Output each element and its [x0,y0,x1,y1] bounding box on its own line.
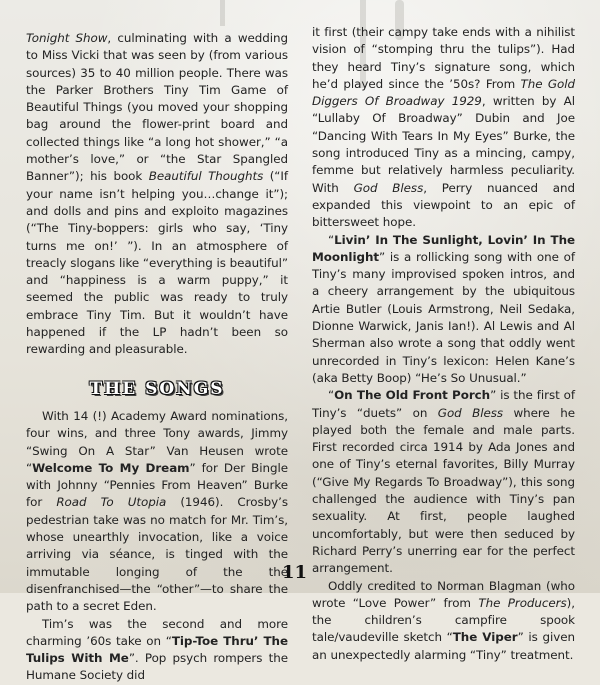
song-title: The Viper [452,630,518,645]
text-run: Oddly credited to Norman Blagman (who wrote “Love Power” from [312,578,575,610]
text-run: it first (their campy take ends with a nihilist vision of “stomping thru the tulips”). Had they heard Tiny’s signature song, which he’d played since the ’50s? From [312,25,575,91]
right-paragraph-4 [312,578,575,664]
text-run: ), the children’s campfire spook tale/vaudeville sketch “ [312,595,575,645]
text-run: ” is given an unexpectedly alarming “Tiny” treatment. [312,630,575,662]
left-column [26,30,288,685]
work-title: The Gold Diggers Of Broadway 1929 [312,76,575,109]
text-run: (1946). Crosby’s pedestrian take was no match for Mr. Tim’s, whose unearthly invocation, like a voice arriving via séance, is tinged with the immutable longing of the the disenfranchised—the “other”—to share the path to a secret Eden. [26,495,288,614]
work-title: Road To Utopia [56,495,167,510]
right-column [312,24,575,664]
right-paragraph-2 [312,232,575,388]
text-run: , written by Al “Lullaby Of Broadway” Dubin and Joe “Dancing With Tears In My Eyes” Burke, the song introduced Tiny as a mincing, campy, femme but relatively harmless peculiarity. With [312,94,575,195]
section-heading-the-songs: THE SONGS [89,378,225,399]
work-title: God Bless [353,180,424,195]
text-run: ”. Pop psych rompers the Humane Society did [26,651,288,683]
song-title: Tip-Toe Thru’ The Tulips With Me [26,633,288,666]
text-run: “ [328,232,335,247]
text-run: where he played both the female and male parts. First recorded circa 1914 by Ada Jones and one of Tiny’s eternal favorites, Billy Murray (“Give My Regards To Broadway”), this song challenged the audience with Tiny’s pan sexuality. At first, people laughed uncomfortably, but were then seduced by Richard Perry’s unerring ear for the perfect arrangement. [312,405,575,576]
right-paragraph-1 [312,24,575,232]
work-title: The Producers [478,595,567,610]
work-title: Tonight Show [26,31,108,45]
text-run: , culminating with a wedding to Miss Vicki that was seen by (from various sources) 35 to 40 million people. There was the Parker Brothers Tiny Tim Game of Beautiful Things (you moved your shopping bag around the flower-print board and collected things like “a long hot shower,” “a mother’s love,” or “the Star Spangled Banner”); his book [26,31,288,184]
text-run: (“If your name isn’t helping you…change it”); and dolls and pins and exploito magazines (“The Tiny-boppers: girls who say, ‘Tiny turns me on!’ ”). In an atmosphere of treacly slogans like “everything is beautiful” and “happiness is a warm puppy,” it seemed the public was ready to truly embrace Tiny Tim. But it wouldn’t have happened if the LP hadn’t been so rewarding and pleasurable. [26,169,289,357]
song-title: On The Old Front Porch [334,388,491,403]
text-run: “ [328,388,335,403]
left-paragraph-3 [26,616,288,685]
background-mic-stand [220,0,225,26]
work-title: God Bless [437,405,504,420]
text-run: With 14 (!) Academy Award nominations, four wins, and three Tony awards, Jimmy “Swing On A Star” Van Heusen wrote “ [26,408,288,475]
text-run: ” for Der Bingle with Johnny “Pennies From Heaven” Burke for [26,460,289,510]
page-number: 11 [282,562,308,583]
left-paragraph-2 [26,408,288,616]
right-paragraph-3 [312,387,575,577]
work-title: Beautiful Thoughts [148,169,264,184]
song-title: Welcome To My Dream [32,460,190,475]
text-run: , Perry nuanced and expanded this viewpoint to an epic of bittersweet hope. [312,180,575,230]
text-run: Tim’s was the second and more charming ’60s take on “ [26,616,288,648]
text-run: ” is a rollicking song with one of Tiny’s many improvised spoken intros, and a cheery arrangement by the ubiquitous Artie Butler (Louis Armstrong, Neil Sedaka, Dionne Warwick, Janis Ian!). Al Lewis and Al Sherman also wrote a song that oddly went unrecorded in Tiny’s lexicon: Helen Kane’s (aka Betty Boop) “He’s So Unusual.” [312,249,575,385]
song-title: Livin’ In The Sunlight, Lovin’ In The Moonlight [312,232,575,264]
text-run: ” is the first of Tiny’s “duets” on [312,388,575,420]
left-paragraph-1 [26,30,288,359]
